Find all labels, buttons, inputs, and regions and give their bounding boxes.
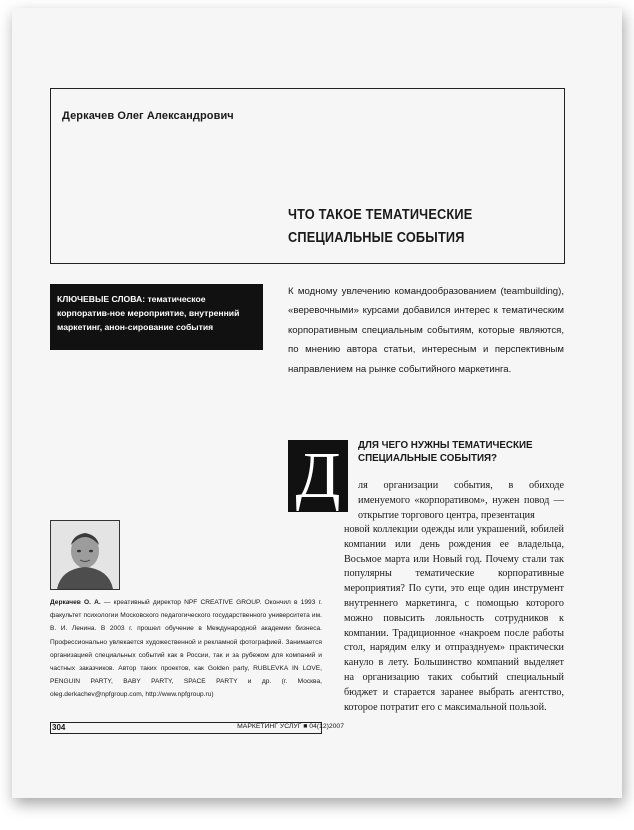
author-photo — [50, 520, 120, 590]
title-line-1: ЧТО ТАКОЕ ТЕМАТИЧЕСКИЕ — [288, 207, 473, 223]
section-title-line-2: СПЕЦИАЛЬНЫЕ СОБЫТИЯ? — [358, 452, 498, 464]
body-text-start: ля организации события, в обиходе именуемого «корпоративом», нужен повод — открытие торгового центра, презентация — [358, 480, 564, 521]
lead-paragraph: К модному увлечению командообразованием (teambuilding), «веревочными» курсами добавился интерес к тематическим корпоративным специальным событиям, которые являются, по мнению автора статьи, интересным и перспективным направлением на рынке событийного маркетинга. — [288, 286, 564, 375]
bio-text: — креативный директор NPF CREATIVE GROUP. Окончил в 1993 г. факультет психологии Московского педагогического государственного университета им. В. И. Ленина. В 2003 г. прошел обучение в Международной академии бизнеса. Профессионально увлекается художественной и рекламной фотографией. Занимается организацией специальных событий как в России, так и за рубежом для компаний и частных заказчиков. Автор таких проектов, как Golden party, RUBLEVKA IN LOVE, PENGUIN PARTY, BABY PARTY, SPACE PARTY и др. (г. Москва, oleg.derkachev@npfgroup.com, http://www.npfgroup.ru) — [50, 599, 322, 699]
bio-name: Деркачев О. А. — [50, 599, 101, 606]
journal-name: МАРКЕТИНГ УСЛУГ ■ 04(12)2007 — [237, 723, 344, 730]
page-number: 304 — [52, 723, 66, 732]
title-line-2: СПЕЦИАЛЬНЫЕ СОБЫТИЯ — [288, 230, 465, 246]
body-text: новой коллекции одежды или украшений, юбилей компании или день рождения ее владельца, Восьмое марта или Новый год. Почему стали так популярны тематические корпоративные мероприятия? По сути, это еще один инструмент внутреннего маркетинга, с помощью которого можно повысить лояльность сотрудников к компании. Традиционное «накроем после работы стол, нарядим елку и отпразднуем» практически кануло в лету. Большинство компаний выделяет на организацию таких событий специальный бюджет и старается заранее выбрать агентство, которое потратит его с максимальной пользой. — [344, 524, 564, 713]
portrait-image — [51, 521, 119, 589]
author-name: Деркачев Олег Александрович — [62, 110, 234, 122]
section-title-line-1: ДЛЯ ЧЕГО НУЖНЫ ТЕМАТИЧЕСКИЕ — [358, 440, 533, 451]
author-bio — [50, 596, 322, 702]
drop-cap: Д — [288, 440, 348, 512]
article-title — [288, 204, 526, 250]
keywords-box: КЛЮЧЕВЫЕ СЛОВА: тематическое корпоратив-ное мероприятие, внутренний маркетинг, анон-сирование события — [50, 284, 263, 350]
section-title — [358, 440, 558, 465]
